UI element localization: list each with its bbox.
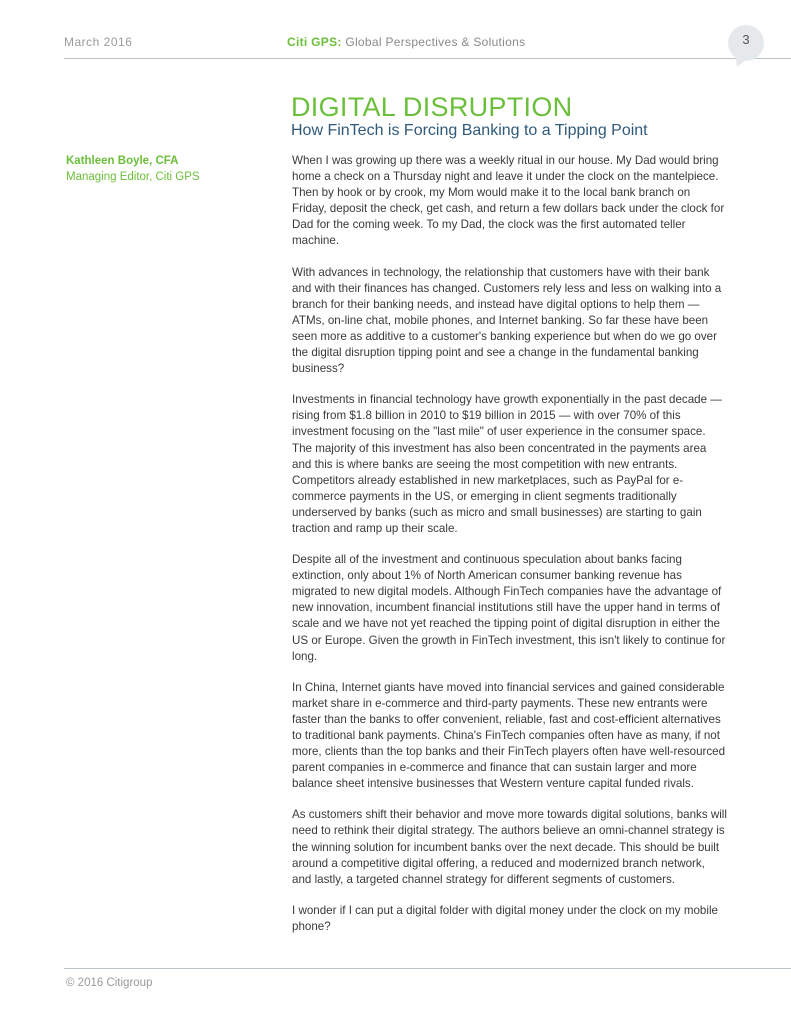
page-number: 3 bbox=[742, 32, 750, 47]
page-number-badge bbox=[727, 24, 765, 62]
header-divider bbox=[64, 58, 791, 59]
paragraph: When I was growing up there was a weekly ritual in our house. My Dad would bring home a check on a Thursday night and leave it under the clock on the mantelpiece. Then by hook or by crook, my Mom would make it to the local bank branch on Friday, deposit the check, get cash, and return a few dollars back under the clock for Dad for the coming week. To my Dad, the clock was the first automated teller machine. bbox=[292, 154, 725, 248]
header-brand: Citi GPS: bbox=[287, 35, 342, 49]
footer-divider bbox=[64, 968, 791, 969]
paragraph: Despite all of the investment and continuous speculation about banks facing extinction, only about 1% of North American consumer banking revenue has migrated to new digital models. Although FinTech companies have the advantage of new innovation, incumbent financial institutions still have the upper hand in terms of scale and we have not yet reached the tipping point of digital disruption in either the US or Europe. Given the growth in FinTech investment, this isn't likely to continue for long. bbox=[292, 553, 726, 663]
header-title-rest: Global Perspectives & Solutions bbox=[341, 35, 526, 49]
author-name: Kathleen Boyle, CFA bbox=[66, 155, 179, 167]
author-role: Managing Editor, Citi GPS bbox=[66, 171, 200, 183]
article-title: DIGITAL DISRUPTION bbox=[291, 92, 573, 122]
article-body bbox=[292, 153, 727, 950]
header-publication-title bbox=[287, 35, 525, 49]
header-date: March 2016 bbox=[64, 35, 133, 49]
paragraph: As customers shift their behavior and move more towards digital solutions, banks will need to rethink their digital strategy. The authors believe an omni-channel strategy is the winning solution for incumbent banks over the next decade. This should be built around a competitive digital offering, a reduced and modernized branch network, and lastly, a targeted channel strategy for different segments of customers. bbox=[292, 808, 727, 886]
paragraph: In China, Internet giants have moved into financial services and gained considerable market share in e-commerce and third-party payments. These new entrants were faster than the banks to offer convenient, reliable, fast and cost-efficient alternatives to traditional bank payments. China's FinTech companies often have as many, if not more, clients than the top banks and their FinTech players often have well-resourced parent companies in e-commerce and finance that can sustain larger and more balance sheet intensive businesses that Western venture capital funded rivals. bbox=[292, 680, 726, 791]
article-subtitle: How FinTech is Forcing Banking to a Tipping Point bbox=[291, 122, 648, 139]
paragraph: I wonder if I can put a digital folder with digital money under the clock on my mobile phone? bbox=[292, 903, 718, 933]
paragraph: With advances in technology, the relationship that customers have with their bank and with their finances has changed. Customers rely less and less on walking into a branch for their banking needs, and instead have digital options to help them — ATMs, on-line chat, mobile phones, and Internet banking. So far these have been seen more as additive to a customer's banking experience but when do we go over the digital disruption tipping point and see a change in the fundamental banking business? bbox=[292, 265, 722, 376]
footer-copyright: © 2016 Citigroup bbox=[66, 977, 153, 989]
paragraph: Investments in financial technology have growth exponentially in the past decade — rising from $1.8 billion in 2010 to $19 billion in 2015 — with over 70% of this investment focusing on the "last mile" of user experience in the consumer space. The majority of this investment has also been concentrated in the payments area and this is where banks are seeing the most competition with new entrants. Competitors already established in new marketplaces, such as PayPal for e-commerce payments in the US, or emerging in client segments traditionally underserved by banks (such as micro and small businesses) are starting to gain traction and ramp up their scale. bbox=[292, 393, 722, 535]
